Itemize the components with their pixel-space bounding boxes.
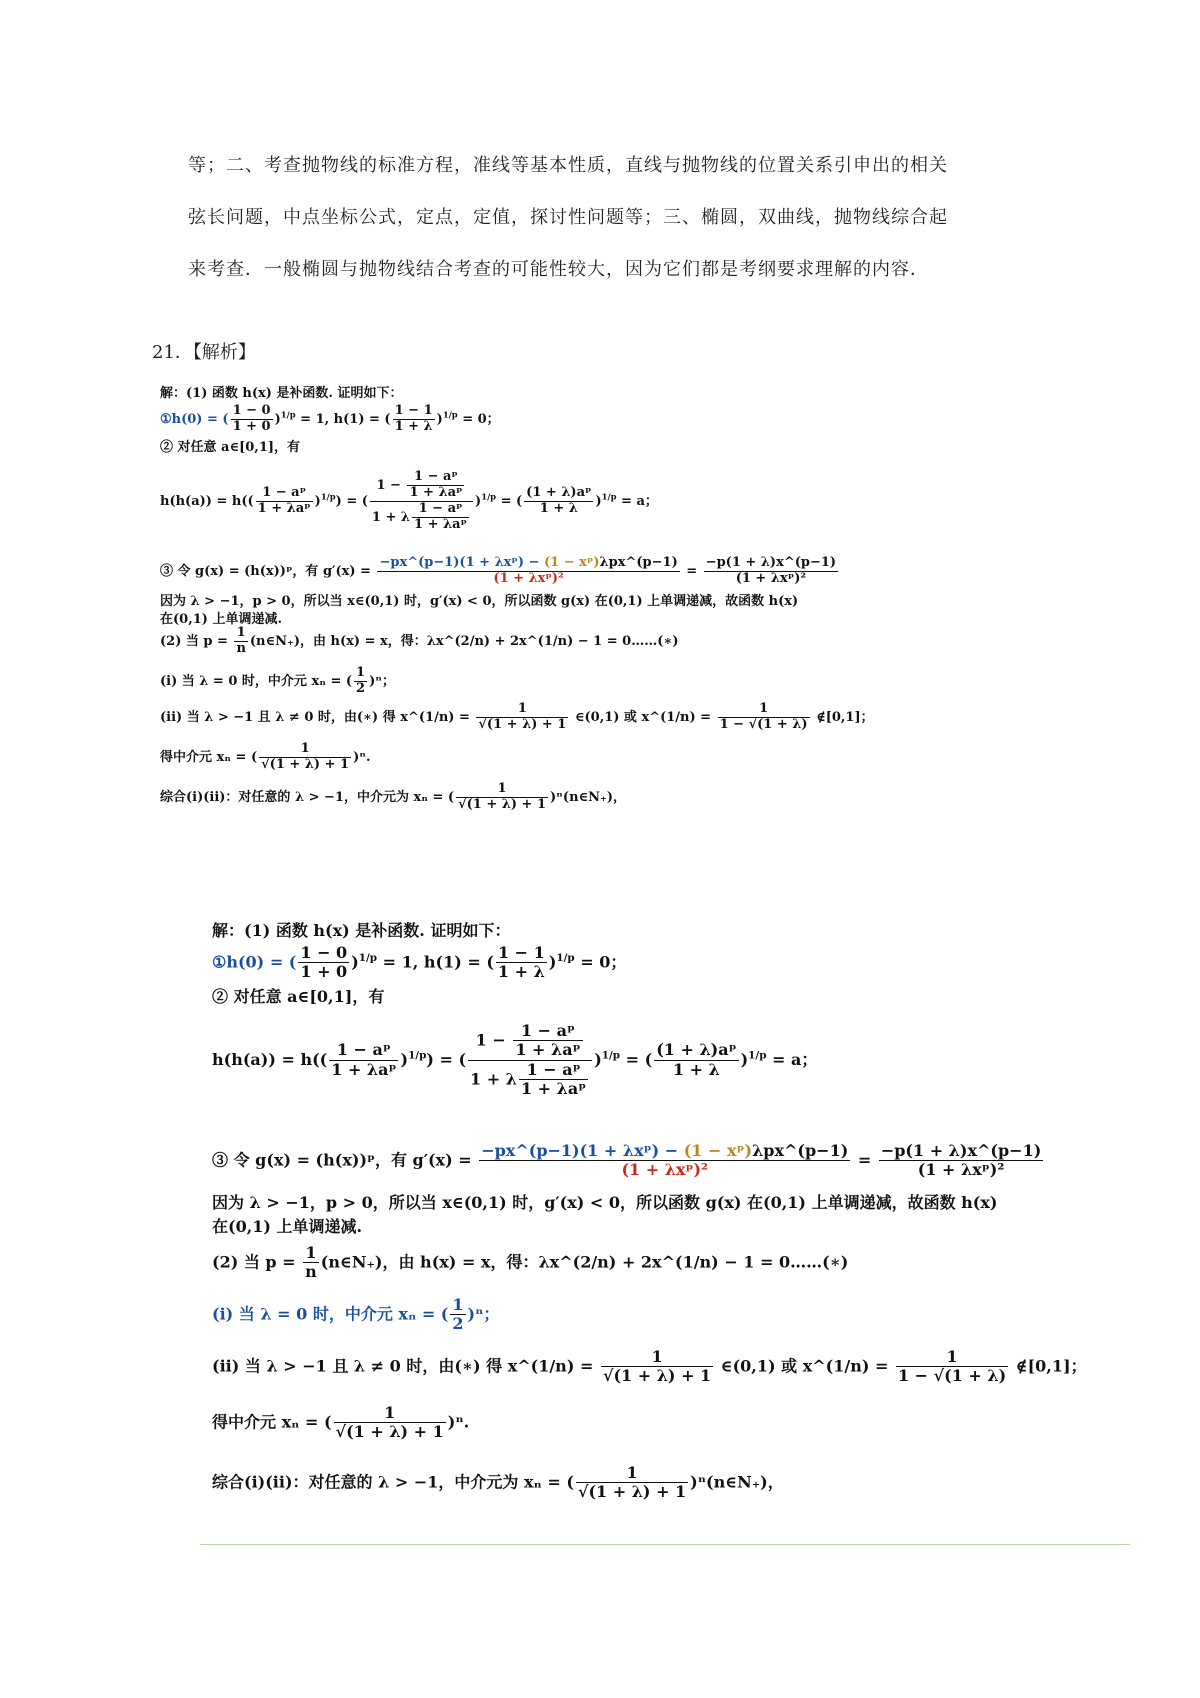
fraction: $\frac{1 - 0}{1 + 0}$ [300, 943, 348, 982]
solution-line: 在(0,1) 上单调递减. [212, 1217, 363, 1236]
solution-line: h(h(a)) = h(( $\frac{\text{1 − aᵖ}}{\text{1 + λaᵖ}}$ )$^{1/p}$) = ( 1 − $\frac{\text{1 − aᵖ}}{\text{1 + λaᵖ}}$ 1 + λ $\frac{\text{1 − aᵖ}}{\text{1 + λaᵖ}}$ )$^{1/p}$ = ( $\frac{\text{(1 + λ)aᵖ}}{1 + \lambda}$ )$^{1/p}$ = a； [160, 469, 658, 532]
fraction: $\frac{\text{−px\textasciicircum{}(p−1)(1 + λxᵖ) − (1 − xᵖ)λpx\textasciicircum{}(p−1)}}{\text{(1 + λxᵖ)²}}$ [379, 555, 678, 586]
fraction: $\frac{1}{√(1 + \lambda) + 1}$ [335, 1403, 444, 1442]
intro-paragraph [188, 140, 988, 296]
solution-line: 得中介元 xₙ = ( $\frac{1}{√(1 + \lambda) + 1}$ )ⁿ. [160, 741, 371, 772]
solution-line: ② 对任意 a∈[0,1]，有 [160, 440, 301, 455]
fraction: $\frac{1}{1 - √(1 + \lambda)}$ [897, 1347, 1007, 1386]
fraction: $\frac{\text{−px\textasciicircum{}(p−1)(1 + λxᵖ) − (1 − xᵖ)λpx\textasciicircum{}(p−1)}}{\text{(1 + λxᵖ)²}}$ [481, 1141, 849, 1180]
solution-line: 解：(1) 函数 h(x) 是补函数. 证明如下： [160, 386, 403, 401]
solution-line: 因为 λ > −1，p > 0，所以当 x∈(0,1) 时，g′(x) < 0，所以函数 g(x) 在(0,1) 上单调递减，故函数 h(x) [160, 594, 799, 609]
solution-line: ①h(0) = ( $\frac{1 - 0}{1 + 0}$ )$^{1/p}$ = 1, h(1) = ( $\frac{1 - 1}{1 + \lambda}$ )$^{1/p}$ = 0； [212, 943, 627, 982]
solution-line: 得中介元 xₙ = ( $\frac{1}{√(1 + \lambda) + 1}$ )ⁿ. [212, 1403, 470, 1442]
solution-line: ③ 令 g(x) = (h(x))ᵖ，有 g′(x) = $\frac{\text{−px\textasciicircum{}(p−1)(1 + λxᵖ) − (1 − xᵖ)λpx\textasciicircum{}(p−1)}}{\text{(1 + λxᵖ)²}}$ = $\frac{-p(1 + \lambda)x\^{}(p-1)}{\text{(1 + λxᵖ)²}}$ [212, 1141, 1042, 1180]
intro-line: 等；二、考查抛物线的标准方程，准线等基本性质，直线与抛物线的位置关系引申出的相关 [188, 155, 948, 176]
fraction: $\frac{1}{√(1 + \lambda) + 1}$ [458, 781, 547, 812]
fraction: $\frac{1 - 1}{1 + \lambda}$ [394, 403, 433, 434]
intro-line: 来考查．一般椭圆与抛物线结合考查的可能性较大，因为它们都是考纲要求理解的内容． [188, 259, 929, 280]
fraction: $\frac{1}{√(1 + \lambda) + 1}$ [478, 701, 567, 732]
solution-line: 解：(1) 函数 h(x) 是补函数. 证明如下： [212, 921, 511, 940]
fraction: $\frac{1}{√(1 + \lambda) + 1}$ [602, 1347, 712, 1386]
solution-line: (ii) 当 λ > −1 且 λ ≠ 0 时，由(∗) 得 x^(1/n) = $\frac{1}{√(1 + \lambda) + 1}$ ∈(0,1) 或 x^(1/n) = $\frac{1}{1 - √(1 + \lambda)}$ ∉[0,1]； [212, 1347, 1087, 1386]
solution-line: ①h(0) = ( $\frac{1 - 0}{1 + 0}$ )$^{1/p}$ = 1, h(1) = ( $\frac{1 - 1}{1 + \lambda}$ )$^{1/p}$ = 0； [160, 403, 500, 434]
solution-line: h(h(a)) = h(( $\frac{\text{1 − aᵖ}}{\text{1 + λaᵖ}}$ )$^{1/p}$) = ( 1 − $\frac{\text{1 − aᵖ}}{\text{1 + λaᵖ}}$ 1 + λ $\frac{\text{1 − aᵖ}}{\text{1 + λaᵖ}}$ )$^{1/p}$ = ( $\frac{\text{(1 + λ)aᵖ}}{1 + \lambda}$ )$^{1/p}$ = a； [212, 1021, 818, 1099]
solution-line: (ii) 当 λ > −1 且 λ ≠ 0 时，由(∗) 得 x^(1/n) = $\frac{1}{√(1 + \lambda) + 1}$ ∈(0,1) 或 x^(1/n) = $\frac{1}{1 - √(1 + \lambda)}$ ∉[0,1]； [160, 701, 874, 732]
question-heading: 21．【解析】 [152, 342, 256, 363]
fraction: $\frac{-p(1 + \lambda)x\^{}(p-1)}{\text{(1 + λxᵖ)²}}$ [705, 555, 837, 586]
compound-fraction: 1 − $\frac{\text{1 − aᵖ}}{\text{1 + λaᵖ}}$ 1 + λ $\frac{\text{1 − aᵖ}}{\text{1 + λaᵖ}}$ [370, 470, 473, 533]
solution-line: ③ 令 g(x) = (h(x))ᵖ，有 g′(x) = $\frac{\text{−px\textasciicircum{}(p−1)(1 + λxᵖ) − (1 − xᵖ)λpx\textasciicircum{}(p−1)}}{\text{(1 + λxᵖ)²}}$ = $\frac{-p(1 + \lambda)x\^{}(p-1)}{\text{(1 + λxᵖ)²}}$ [160, 555, 837, 586]
solution-line: (2) 当 p = $\frac{1}{n}$ (n∈N₊)，由 h(x) = x，得：λx^(2/n) + 2x^(1/n) − 1 = 0……(∗) [212, 1243, 849, 1282]
intro-line: 弦长问题，中点坐标公式，定点，定值，探讨性问题等；三、椭圆，双曲线，抛物线综合起 [188, 207, 948, 228]
fraction: $\frac{\text{1 − aᵖ}}{\text{1 + λaᵖ}}$ [331, 1040, 397, 1079]
fraction: $\frac{\text{(1 + λ)aᵖ}}{1 + \lambda}$ [526, 484, 592, 516]
fraction: $\frac{\text{(1 + λ)aᵖ}}{1 + \lambda}$ [656, 1040, 737, 1079]
solution-line: (i) 当 λ = 0 时，中介元 xₙ = ( $\frac{1}{2}$ )ⁿ； [212, 1295, 500, 1334]
solution-line: (i) 当 λ = 0 时，中介元 xₙ = ( $\frac{1}{2}$ )ⁿ； [160, 665, 395, 696]
fraction: $\frac{1 - 0}{1 + 0}$ [232, 403, 271, 434]
solution-line: (2) 当 p = $\frac{1}{n}$ (n∈N₊)，由 h(x) = x，得：λx^(2/n) + 2x^(1/n) − 1 = 0……(∗) [160, 625, 679, 656]
fraction: $\frac{1}{√(1 + \lambda) + 1}$ [577, 1463, 687, 1502]
fraction: $\frac{1}{n}$ [236, 625, 246, 656]
fraction: $\frac{\text{1 − aᵖ}}{\text{1 + λaᵖ}}$ [257, 484, 311, 516]
fraction: $\frac{1}{2}$ [452, 1295, 464, 1334]
solution-line: ② 对任意 a∈[0,1]，有 [212, 987, 385, 1006]
compound-fraction: 1 − $\frac{\text{1 − aᵖ}}{\text{1 + λaᵖ}}$ 1 + λ $\frac{\text{1 − aᵖ}}{\text{1 + λaᵖ}}$ [468, 1022, 592, 1099]
fraction: $\frac{1}{2}$ [356, 665, 366, 696]
solution-line: 综合(i)(ii)：对任意的 λ > −1，中介元为 xₙ = ( $\frac{1}{√(1 + \lambda) + 1}$ )ⁿ(n∈N₊)， [160, 781, 627, 812]
solution-line: 在(0,1) 上单调递减. [160, 612, 282, 627]
divider-line [200, 1544, 1130, 1545]
fraction: $\frac{1}{√(1 + \lambda) + 1}$ [261, 741, 350, 772]
solution-line: 综合(i)(ii)：对任意的 λ > −1，中介元为 xₙ = ( $\frac{1}{√(1 + \lambda) + 1}$ )ⁿ(n∈N₊)， [212, 1463, 784, 1502]
fraction: $\frac{-p(1 + \lambda)x\^{}(p-1)}{\text{(1 + λxᵖ)²}}$ [880, 1141, 1042, 1180]
fraction: $\frac{1 - 1}{1 + \lambda}$ [497, 943, 545, 982]
fraction: $\frac{1}{1 - √(1 + \lambda)}$ [719, 701, 808, 732]
solution-line: 因为 λ > −1，p > 0，所以当 x∈(0,1) 时，g′(x) < 0，所以函数 g(x) 在(0,1) 上单调递减，故函数 h(x) [212, 1193, 998, 1212]
fraction: $\frac{1}{n}$ [305, 1243, 317, 1282]
